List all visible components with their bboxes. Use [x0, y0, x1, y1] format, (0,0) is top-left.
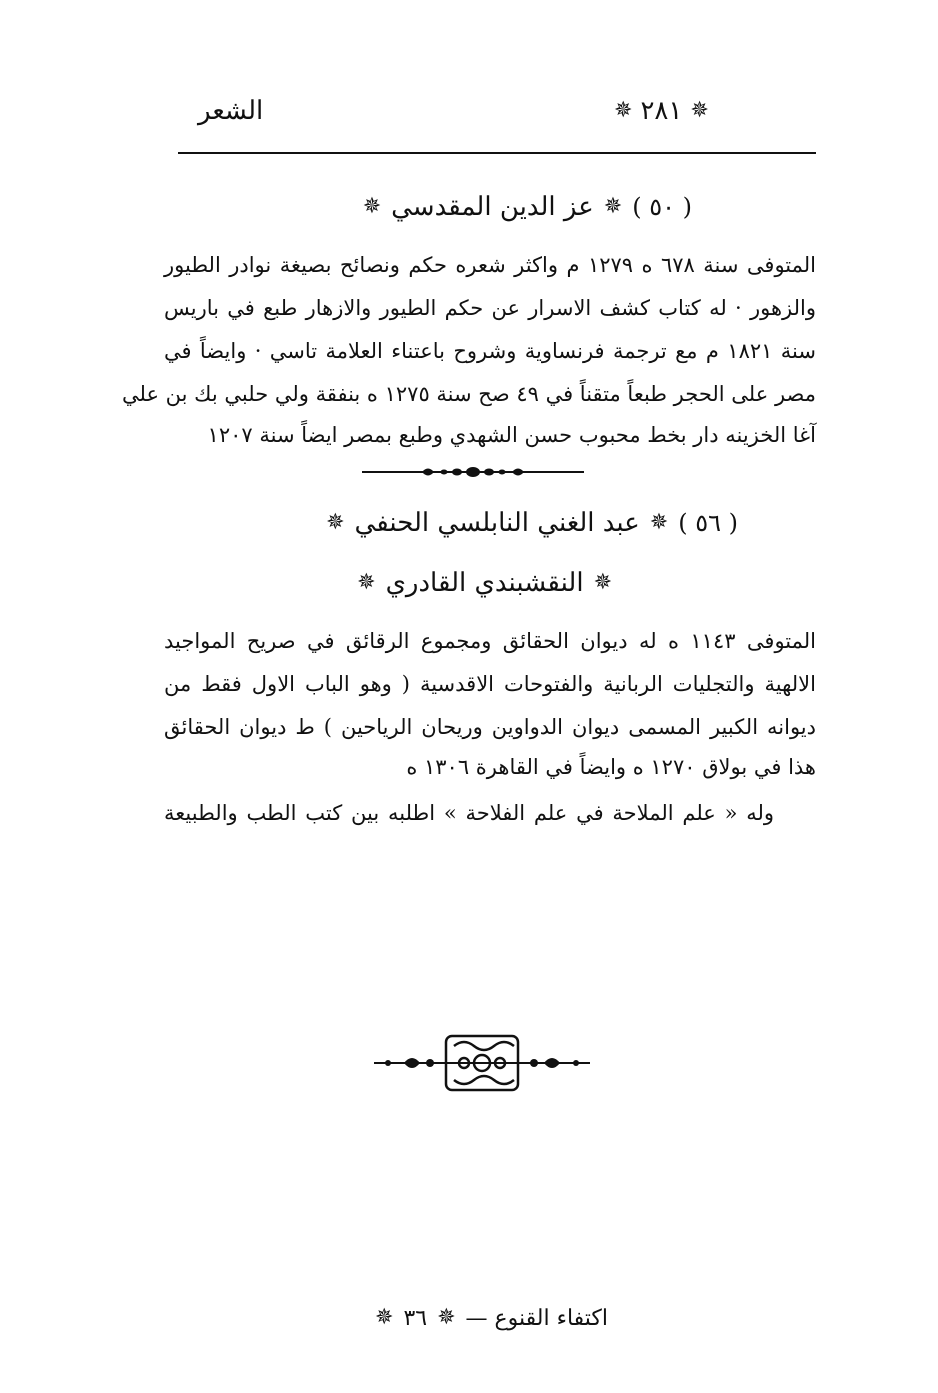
body-line: الالهية والتجليات الربانية والفتوحات الاقدسية ( وهو الباب الاول فقط من — [164, 672, 816, 696]
ornament-star-icon: ✵ — [437, 1305, 456, 1330]
body-line: آغا الخزينه دار بخط محبوب حسن الشهدي وطبع بمصر ايضاً سنة ١٢٠٧ — [207, 423, 816, 447]
running-header — [178, 92, 814, 142]
body-line: سنة ١٨٢١ م مع ترجمة فرنساوية وشروح باعتناء العلامة تاسي · وايضاً في — [164, 339, 816, 363]
body-line: مصر على الحجر طبعاً متقناً في ٤٩ صح سنة ١٢٧٥ ه بنفقة ولي حلبي بك بن علي — [122, 382, 816, 406]
ornament-star-icon: ✵ — [603, 194, 623, 219]
end-ornament — [374, 1030, 590, 1096]
entry-name: عبد الغني النابلسي الحنفي — [354, 508, 640, 538]
entry-number: ( ٥٦ ) — [678, 509, 738, 537]
ornament-star-icon: ✵ — [649, 510, 669, 535]
ornamental-divider — [362, 463, 584, 481]
body-line: ديوانه الكبير المسمى ديوان الدواوين وريحان الرياحين ) ط ديوان الحقائق — [164, 715, 816, 739]
entry-number: ( ٥٠ ) — [632, 193, 692, 221]
section-title: الشعر — [198, 96, 264, 126]
header-rule — [178, 152, 816, 154]
entry-heading — [363, 192, 692, 222]
footer-signature — [346, 1300, 608, 1336]
ornament-star-icon: ✵ — [690, 98, 709, 123]
ornament-star-icon: ✵ — [375, 1305, 394, 1330]
body-line: هذا في بولاق ١٢٧٠ ه وايضاً في القاهرة ١٣٠٦ ه — [406, 755, 816, 779]
ornament-star-icon: ✵ — [326, 510, 345, 535]
ornament-star-icon: ✵ — [357, 570, 376, 595]
body-line: المتوفى ١١٤٣ ه له ديوان الحقائق ومجموع الرقائق في صريح المواجيد — [164, 629, 816, 653]
signature-number: ٣٦ — [403, 1305, 428, 1331]
ornament-star-icon: ✵ — [362, 194, 382, 219]
entry-heading — [326, 508, 738, 538]
body-line: المتوفى سنة ٦٧٨ ه ١٢٧٩ م واكثر شعره حكم ونصائح بصيغة نوادر الطيور — [164, 253, 816, 277]
ornament-star-icon: ✵ — [614, 98, 633, 123]
entry-name-continued: النقشبندي القادري — [385, 568, 584, 598]
entry-heading-continued — [357, 568, 612, 598]
ornament-star-icon: ✵ — [593, 570, 612, 595]
footer-text: اكتفاء القنوع — — [465, 1305, 608, 1331]
body-line: والزهور · له كتاب كشف الاسرار عن حكم الطيور والازهار طبع في باريس — [164, 296, 816, 320]
entry-name: عز الدين المقدسي — [391, 192, 594, 222]
page-number-group — [614, 96, 709, 126]
page-number: ٢٨١ — [640, 96, 683, 126]
body-line: وله « علم الملاحة في علم الفلاحة » اطلبه بين كتب الطب والطبيعة — [164, 801, 774, 825]
